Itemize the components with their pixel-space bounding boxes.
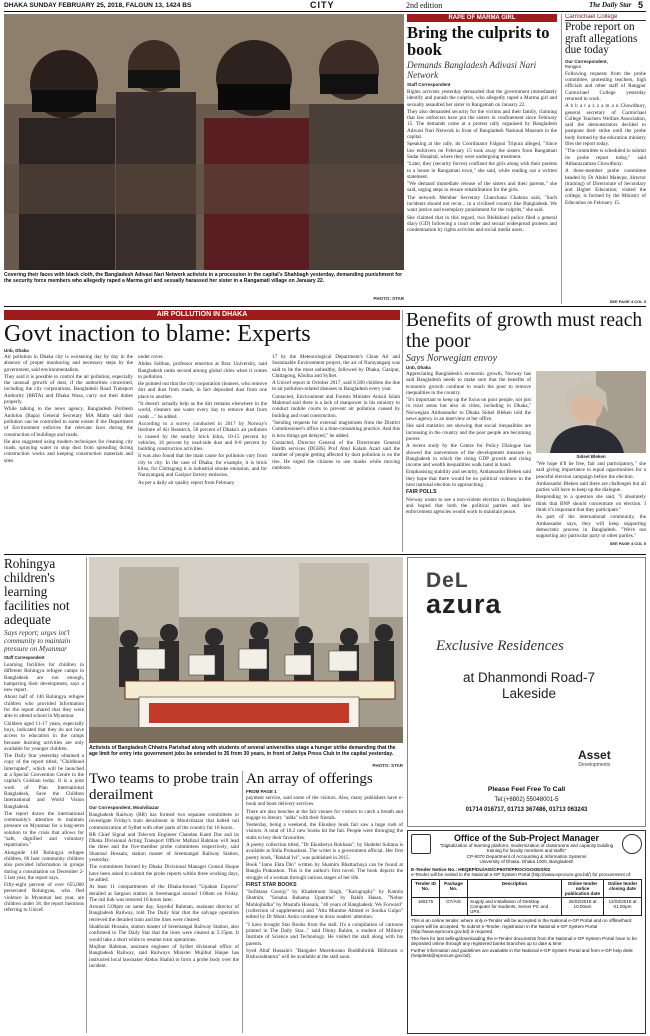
offerings-from: FROM PAGE 1 <box>246 789 277 794</box>
benefits-col1 <box>406 371 531 546</box>
carmichael-kicker: Carmichael College <box>565 14 646 21</box>
airpollution-para: Air pollution in Dhaka city is worsening day by day in the absence of proper monitoring and necessary steps by the government, said environmentalists. <box>4 354 133 373</box>
train-para: Bangladesh Railway (BR) has formed two separate committees to investigate Friday's train derailment in Moulvibazar that halted rail communication of Sylhet with other parts of the country for 16 hours. <box>89 812 239 831</box>
column-divider <box>561 14 562 304</box>
delazura-ad <box>407 557 646 827</box>
notice-th: Online tender notice publication date <box>562 880 604 898</box>
airpollution-para: According to a survey conducted in 2017 by Norway's Institute of Air Research, 58 percent of Dhaka's air pollution is caused by the nearby brick kilns, 10-15 percent by vehicles, 16 percent by road-side dust and 6-8 percent by building construction activities. <box>138 420 267 453</box>
section-rule <box>4 306 646 307</box>
notice-line: University of Dhaka, Dhaka 1000, Bangladesh <box>479 859 574 865</box>
notice-table <box>411 879 642 916</box>
marma-para: Speaking at the rally, its Coordinator Falguni Tripura alleged, "Since law enforcers on February 15 took away the sisters from Rangamati Sadar Hospital, where they were undergoing treatment. <box>407 141 557 160</box>
rohingya-para: Children aged 11-17 years, especially boys, indicated that they do not have access to education in the camps because learning activities are only available for younger children. <box>4 720 84 752</box>
ad-developer: Asset <box>578 748 611 762</box>
benefits-more: SEE PAGE 4 COL 5 <box>609 540 646 546</box>
notice-table-header <box>412 880 642 898</box>
rohingya-deck: Says report; urges int'l community to maintain pressure on Myanmar <box>4 629 71 653</box>
envoy-photo <box>536 371 646 453</box>
masthead <box>4 0 646 11</box>
notice-td: 25/02/2018 at 10.00am <box>562 898 604 916</box>
offerings-para: payment service, said some of the visitors. Also, many publishers have e-book and book delivery services. <box>246 795 403 808</box>
marma-body <box>407 89 557 234</box>
airpollution-para: "Sending requests for external magistrates from the District Commissioner's office is a time-consuming practice. And this is how things get delayed," he added. <box>272 419 400 439</box>
benefits-para: As part of the international community, the Ambassador says, they will keep supporting democratic process in Bangladesh. "We're not supporting any particular party or other parties." <box>536 514 646 540</box>
airpollution-para: They said it is possible to control the air pollution, especially the unusual growth of dust, if the authorities concerned, including the city corporations, Bangladesh Road Transport Authority (BRTA) and Dhaka Wasa, carry out their duties properly. <box>4 373 133 406</box>
notice-footer-para: The fees for last selling/downloading the e-Tender documents from the National e-GP System Portal have to be deposited online through any registered banks branches up to date & time. <box>411 935 637 947</box>
photo1-caption-text: Covering their faces with black cloth, the Bangladesh Adivasi Nari Network activists in a procession in the capital's Shahbagh yesterday, demanding punishment for the security force members who allegedly raped a Marma girl and sexually harassed her sister in a Rangamati village on January 22. <box>4 272 403 285</box>
carmichael-para: A b h a r a z z a m a n Chowdhury, general secretary of Carmichael College Teachers Welfare Association, said the demonstrators decided to postpone their strike until the probe body formed by the education ministry files the report today. <box>565 103 646 148</box>
carmichael-article <box>565 14 646 304</box>
ad-location: at Dhanmondi Road-7 Lakeside <box>462 670 596 701</box>
envoy-photo-caption: Sidsel Bleken <box>576 454 606 459</box>
ad-call: Please Feel Free To Call <box>487 786 566 793</box>
airpollution-col1 <box>4 354 133 487</box>
marma-para: The network Member Secretary Chanchana Chakma said, "Such incidents should not recur... in a civilised country like Bangladesh. We want justice and exemplary punishment for the culprits," she said. <box>407 194 557 214</box>
notice-td: Supply and installation of Desktop Computer for students, Server PC and UPS. <box>468 898 562 916</box>
benefits-para: A recent study by the Centre for Policy Dialogue has showed the unevenness of the development measure in Bangladesh in which the rising GDP growth and rising income and wealth inequalities walk hand in hand. <box>406 443 531 469</box>
carmichael-body <box>565 71 646 206</box>
offerings-para: "Sufistana Goonjy" by Khademum Singh, "Karugraphy" by Kamila Shamim, "Sonaba Bahama Upantras" by Rakib Hasan, "Nohor Mohlojhidha" by Mostafa Hossain, "40 years of Bangladesh: We Forward" (collection of supplements) and "Alta Mumme Ahmed er Sonika Gulpo" edited by Dr Munir Amin continue to draw readers' attention. <box>246 889 403 921</box>
marma-para: "We demand immediate release of the sisters and their parents," she said, urging steps to ensure rehabilitation for the girls. <box>407 181 557 194</box>
benefits-para: Norway wants to see a non-violent election in Bangladesh and hoped that both the political parties and law enforcement agencies would work to maintain peace. <box>406 496 531 516</box>
notice-title: Office of the Sub-Project Manager <box>453 833 600 843</box>
notice-th: Description <box>468 880 562 898</box>
rohingya-para: The report draws the international community's attention to maintain pressure on Myanmar for a long-term solution to the crisis that allows for "safe, dignified and voluntary repatriation." <box>4 810 84 849</box>
airpollution-col3 <box>272 354 400 487</box>
masthead-edition: 2nd edition <box>406 1 443 10</box>
photo2-credit: PHOTO: STAR <box>372 762 403 768</box>
airpollution-col2 <box>138 354 267 487</box>
offerings-para: Syed Altaf Hussain's "Bangaler Moerdorano Buddhibritik Bibhrram o Bishwashtantra" will be available at the stall soon. <box>246 947 403 961</box>
offerings-para: Yesterday, being a weekend, the Ekushey book fair saw a huge rush of visitors. A total of 18.2 new books hit the fair. People were thronging the stalls to buy their favourites. <box>246 822 403 841</box>
column-divider <box>86 557 87 1033</box>
airpollution-para: Contacted, Environment and Forests Minister Anisul Islam Mahmud said there is a lack of manpower in his ministry to conduct mobile courts to prevent air pollution caused by building and road construction. <box>272 393 400 419</box>
notice-logo <box>411 834 431 854</box>
masthead-date: DHAKA SUNDAY FEBRUARY 25, 2018, FALGUN 13, 1424 BS <box>4 2 192 9</box>
offerings-article <box>246 771 403 1035</box>
photo1-caption <box>4 272 404 302</box>
ad-phone1: Tel:(+8802) 55048001-5 <box>494 797 559 803</box>
airpollution-para: It was also found that the main cause for pollution vary from city to city. In the case of Dhaka, for example, it is brick kilns, for Chittagong it is industrial smoke emission, and for Narayanganj and Gazipur factory emission. <box>138 453 267 479</box>
hunger-strike-photo <box>89 557 403 743</box>
offerings-headline: An array of offerings <box>246 771 373 787</box>
photo2-caption-text: Activists of Bangladesh Chhatra Parishad along with students of several universities stage a hunger strike demanding that the age limit for entry into government jobs be extended to 35 from 30 years, in front of Jatiya Press Club in the capital yesterday. <box>89 745 396 758</box>
notice-td: 12/03/2018 at 01.00pm <box>604 898 642 916</box>
airpollution-para: A Unicef report in October 2017, said 8,500 children die due to air pollution-related diseases in Bangladesh every year. <box>272 380 400 393</box>
rohingya-para: The Daily Star yesterday obtained a copy of the report titled, "Childhood Interrupted", which will be launched at a Special Convention Centre in the capital's Gulshan today. It is a joint work of Plan International Bangladesh, Save the Children International and World Vision Bangladesh. <box>4 753 84 810</box>
marma-para: Rights activists yesterday demanded that the government immediately identify and punish the culprits, who allegedly raped a Marma girl and sexually assaulted her sister in Rangamati on January 22. <box>407 89 557 108</box>
marma-protest-photo <box>4 14 404 270</box>
rohingya-para: Learning facilities for children in different Rohingya refugee camps in Bangladesh are not enough, hampering their development, says a new report. <box>4 662 84 694</box>
carmichael-place: Rangpur <box>565 63 582 69</box>
rohingya-headline: Rohingya children's learning facilities not adequate <box>4 557 70 627</box>
notice-line: "Digitalization of learning platform, modernization of classrooms and capacity building training for faculty members and staffs" <box>439 843 614 854</box>
ad-brand-line2: azura <box>426 589 502 619</box>
column-divider <box>402 310 403 552</box>
carmichael-para: A three-member probe committee headed by Dr Abdul Malequr, director (training) of Directorate of Secondary and Higher Education; visited the college, is formed by the Ministry of Education on February 15. <box>565 168 646 206</box>
train-para: BR Chief Signal and Telecom Engineer Chandan Kanti Das and its Dhaka Divisional Acting Transport Officer Mafizul Rahman will lead the three and the five-member probe committees respectively, said Shamsul Hossain, station master of Sreemangal Railway Station, yesterday. <box>89 831 239 864</box>
rohingya-body <box>4 662 84 914</box>
offerings-para: A poetry collection titled, "Dr Ekusherya Rokhans", by Shabdul Sultana is available at Shila Prokashani. The writer is a government official. Her first poetry book, "Rakhal Ivi", was published in 2015. <box>246 842 403 861</box>
benefits-para: She said statistics are showing that social inequalities are increasing in the country and the poor people are becoming poorer. <box>406 423 531 442</box>
benefits-col2-text <box>536 461 646 540</box>
benefits-byline: Unb, Dhaka <box>406 365 431 370</box>
carmichael-headline: Probe report on graft allegations due today <box>565 21 638 57</box>
rohingya-byline: Staff Correspondent <box>4 655 45 660</box>
notice-line: CP-6070 Department of Accounting & Information Systems <box>466 853 587 859</box>
rohingya-para: Alongside 140 Rohingya refugee children, 60 host community children also provided information in groups during a consultation on December 2-5 last year, the report says. <box>4 849 84 881</box>
marma-para: She claimed that in this regard, two Bhikkhuni police filed a general diary (GD) following a court order and sexual widespread protests and condemnation by rights activists and social media users. <box>407 214 557 234</box>
airpollution-para: Abdus Sobhan, professor emeritus at Brac University, said Bangladesh ranks second among global cities when it comes to pollution. <box>138 361 267 380</box>
benefits-col2 <box>536 371 646 546</box>
offerings-subhead: FIRST STAR BOOKS <box>246 881 297 888</box>
airpollution-article <box>4 310 400 552</box>
airpollution-para: under cover. <box>138 354 164 360</box>
notice-th: Tender ID No. <box>412 880 440 898</box>
carmichael-byline: Our Correspondent, <box>565 58 608 64</box>
notice-ref: E-Tender Notice No.: HEQEP/DU/AIS/CP6070/PROC/GOODS/02 <box>411 866 551 872</box>
offerings-para: There are also benches at the fair venues for visitors to catch a breath and engage in literary "adda" with their friends. <box>246 808 403 821</box>
ad-brand-line1: DeL <box>426 569 469 592</box>
marma-headline: Bring the culprits to book <box>407 23 550 59</box>
airpollution-headline: Govt inaction to blame: Experts <box>4 321 311 347</box>
marma-article <box>407 14 557 304</box>
benefits-para: Emphasising stability and security, Ambassador Bleken said they hope that there would be no political violence in the next national election in approaching. <box>406 469 531 489</box>
benefits-para: Responding to a question she said, "I absolutely think that BNP should concentrate on election. I think it's important that they participate." <box>536 494 646 514</box>
rohingya-para: Fifty-eight percent of over 655,000 persecuted Rohingyas, who fled violence in Myanmar last year, are children under 18, the report mentions referring to Unicef. <box>4 882 84 914</box>
notice-footer <box>411 918 642 959</box>
page-number: 5 <box>638 0 644 10</box>
ad-logo <box>426 570 502 618</box>
train-para: The committees formed by Dhaka Divisional Manager Gonsul Hoque have been asked to submit the probe reports within three working days, he added. <box>89 864 239 883</box>
train-para: Around 5:00pm on same day, Sayedul Rahman, assistant director of Bangladesh Railway, told The Daily Star that the salvage operation retrieved the derailed train and the lines were cleared. <box>89 904 239 923</box>
carmichael-para: Following requests from the probe committee, protesting teachers, high officials and other staff of Rangpur Carmichael College yesterday returned to work. <box>565 70 646 102</box>
train-para: Shahbulal Hossain, station master of Sreemangal Railway Station, also confirmed to The Daily Star that the lines were cleared at 5:15pm. It would take a short while to resume train operations. <box>89 924 239 943</box>
benefits-deck: Says Norwegian envoy <box>406 353 498 364</box>
offerings-body <box>246 795 403 960</box>
benefits-para: "We hope it'll be free, fair and participatory," she said giving importance to equal opportunities for a peaceful election campaign before the election. <box>536 461 646 480</box>
table-row <box>412 898 642 916</box>
airpollution-para: He also suggested using modern techniques for cleaning city roads, spraying water to stop dust from spreading during construction works and keeping construction materials and sites <box>4 438 133 464</box>
airpollution-para: Contacted, Director General of the Directorate General Health services (DGHS) Prof Abul Kalam Azad said the number of people getting affected by dust pollution is on the rise. He urged the citizens to use masks while moving outdoors. <box>272 439 400 472</box>
section-rule <box>4 554 646 555</box>
offerings-para: Book "Jamo Ekta Din" written by Shamim Bhattachaya can be found at Bangla Prakashon. This is the author's first novel. The book depicts the struggle of a woman through various stages of her life. <box>246 861 403 881</box>
benefits-para: Ambassador Bleken said there are challenges but all parties will have to keep up the dialogue. <box>536 480 646 494</box>
benefits-para: "It's important to keep up the focus on poor people, not just in rural areas but also in cities, including in Dhaka," Norwegian Ambassador to Dhaka Sidsel Bleken told the news agency in an interview at her office. <box>406 397 531 423</box>
rohingya-article <box>4 557 84 1035</box>
airpollution-para: 17 by the Meteorological Department's Clean Air and Sustainable Environment project, the air of Narayanganj was said to be the most unhealthy, followed by Dhaka, Gazipur, Chittagong, Khulna and Sylhet. <box>272 354 400 379</box>
benefits-subhead: FAIR POLLS <box>406 489 437 496</box>
airpollution-para: "It doesn't actually help as the dirt remains elsewhere in the world, cleaners use water every day to remove dust from roads ..." he added. <box>138 401 267 420</box>
train-para: At least 11 compartments of the Dhaka-bound "Upaban Express" derailed at Satgaon station in Sreemangal around 1:00am on Friday. The rail link was restored 16 hours later. <box>89 884 239 903</box>
airpollution-para: While talking to the news agency, Bangladesh Poribesh Andolon (Bapa) General Secretary MA Matin said dust pollution can be controlled to some extent if the Department of Environment enforces the relevant laws during the construction of buildings and roads. <box>4 406 133 438</box>
airpollution-para: He pointed out that the city corporation cleaners, who remove dirt and dust from roads, in fact deposited dust from one place to another. <box>138 381 267 400</box>
offerings-para: "I have brought Star Books from the stall. It's a compilation of cartoons printed in The Daily Star..." said Dinny Rahim, a student of Military Institute of Science and Technology. He visited the stall along with his parents. <box>246 921 403 947</box>
photo1-credit: PHOTO: STAR <box>373 295 404 301</box>
ad-developer-sub: Developments <box>578 762 611 768</box>
notice-th: Online tender closing date <box>604 880 642 898</box>
ad-developer-logo <box>578 748 611 768</box>
carmichael-more: SEE PAGE 4 COL 5 <box>609 299 646 304</box>
train-body <box>89 812 239 969</box>
airpollution-para: As per a daily air quality report from February <box>138 479 235 486</box>
notice-td: 168175 <box>412 898 440 916</box>
benefits-headline: Benefits of growth must reach the poor <box>406 310 643 352</box>
notice-footer-para: Further information and guidelines are available in the National e-GP System Portal and from e-GP help desk (helpdesk@eprocure.gov.bd). <box>411 947 633 959</box>
notice-seal <box>622 834 642 854</box>
marma-kicker: RAPE OF MARMA GIRL <box>407 14 557 22</box>
rohingya-para: About half of 140 Rohingya refugee children who provided information for the report shared that they were able to attend school in Myanmar. <box>4 694 84 720</box>
masthead-rule <box>4 11 646 12</box>
benefits-para: Appreciating Bangladesh's economic growth, Norway has said Bangladesh needs to make sure that the benefits of economic growth continue to reach the poor to remove inequalities in the country. <box>406 371 531 396</box>
train-article <box>89 771 239 1035</box>
airpollution-byline: Unb, Dhaka <box>4 348 29 353</box>
column-divider <box>242 771 243 1033</box>
carmichael-para: "The committee is scheduled to submit its probe report today," said Abharazzaman Chowdhury. <box>565 148 646 167</box>
ad-tagline: Exclusive Residences <box>436 638 564 654</box>
notice-td: G7/AIS <box>440 898 468 916</box>
masthead-paper: The Daily Star <box>589 1 632 9</box>
train-para: Mojibur Rahman, assistant engineer of Sylhet divisional office of Bangladesh Railway, said Railways Minister Mujibul Haque has instructed local lawmaker Abdus Shahid to form a probe body over the incident. <box>89 943 239 969</box>
marma-para: "Later, they (security forces) confined the girls along with their parents to a house in Rangamati town," she said, while reading out a written statement. <box>407 161 557 180</box>
ad-phone2: 01714 016717, 01713 367486, 01713 063243 <box>465 807 588 813</box>
marma-byline: Staff Correspondent <box>407 82 451 87</box>
photo2-caption <box>89 745 403 769</box>
benefits-article <box>406 310 646 552</box>
notice-th: Package No. <box>440 880 468 898</box>
masthead-section: CITY <box>310 0 335 10</box>
marma-deck: Demands Bangladesh Adivasi Nari Network <box>407 60 537 80</box>
notice-footer-para: This is an online tender, where only e-Tender will be accepted in the National e-GP Portal and no offline/hard copies will be accepted. To submit e-Tender, registration in the National e-GP System Portal (http://www.eprocure.gov.bd) is required. <box>411 918 632 935</box>
notice-intro: e-Tender will be invited in the National e-GP System Portal (http://www.eprocure.gov.bd/) for procurement of: <box>411 871 632 877</box>
train-byline: Our Correspondent, Moulvibazar <box>89 805 160 810</box>
marma-para: They also demanded security for the victims and their family, claiming that law enforcers have put the sisters in confinement since February 15. The demands came at a protest rally organised by Bangladesh Adivasi Nari Network in front of Bangladesh National Museum in the capital. <box>407 108 557 141</box>
airpollution-kicker: AIR POLLUTION IN DHAKA <box>4 310 400 320</box>
tender-notice <box>407 830 646 1034</box>
train-headline: Two teams to probe train derailment <box>89 771 239 803</box>
